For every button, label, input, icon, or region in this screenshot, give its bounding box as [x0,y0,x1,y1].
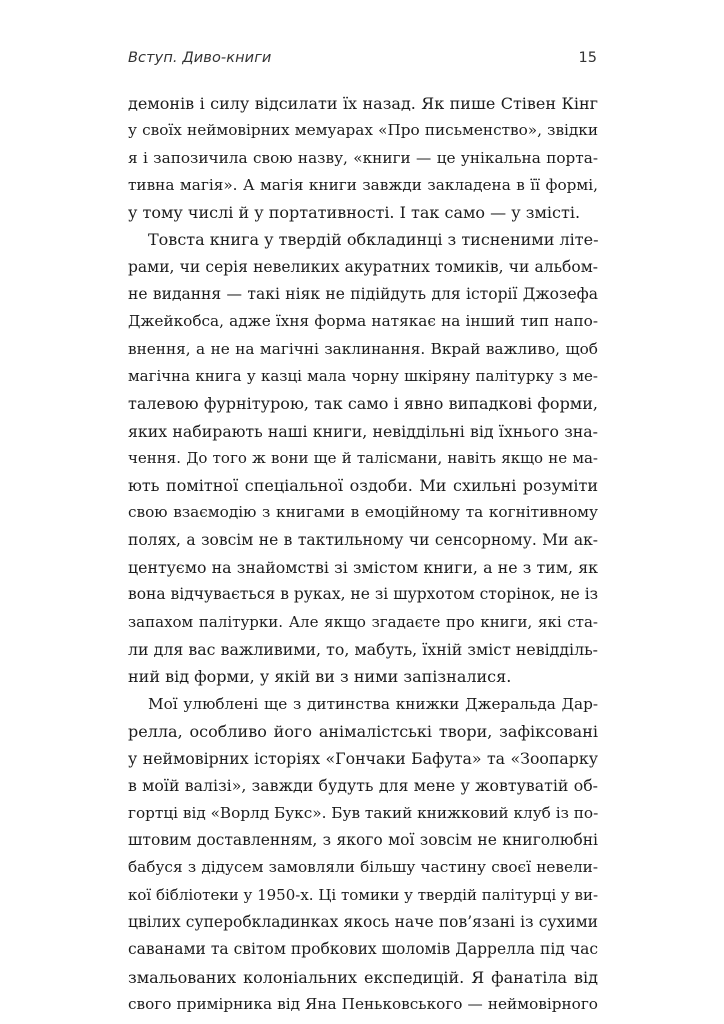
text-line: гортці від «Ворлд Букс». Був такий книжковий клуб із по- [128,803,599,822]
text-line: ли для вас важливими, то, мабуть, їхній зміст невідділь- [128,639,598,659]
text-line: свою взаємодію з книгами в емоційному та когнітивному [128,503,598,522]
text-line: цвілих суперобкладинках якось наче пов’язані із сухими [128,912,598,931]
text-line: свого примірника від Яна Пеньковського — неймовірного [128,994,598,1013]
text-line: ють помітної спеціальної оздоби. Ми схильні розуміти [128,476,598,496]
text-line: внення, а не на магічні заклинання. Вкрай важливо, щоб [128,339,598,358]
text-line: запахом палітурки. Але якщо згадаєте про книги, які ста- [128,612,598,631]
text-line: у своїх неймовірних мемуарах «Про письменство», звідки [128,121,598,140]
page-number: 15 [578,50,597,66]
text-line: релла, особливо його анімалістські твори, зафіксовані [128,721,598,741]
text-line: тивна магія». А магія книги завжди закладена в її формі, [128,175,598,194]
body-text [128,90,598,1018]
text-line: талевою фурнітурою, так само і явно випадкові форми, [128,394,598,414]
text-line: Товста книга у твердій обкладинці з тисненими літе- [148,230,599,250]
text-line: Джейкобса, адже їхня форма натякає на інший тип напо- [128,312,598,331]
text-line: центуємо на знайомстві зі змістом книги, а не з тим, як [128,558,598,578]
text-line: змальованих колоніальних експедицій. Я фанатіла від [128,967,598,987]
text-line: саванами та світом пробкових шоломів Даррелла під час [128,940,598,959]
text-line: рами, чи серія невеликих акуратних томиків, чи альбом- [128,257,598,276]
text-line: бабуся з дідусем замовляли більшу частину своєї невели- [128,858,598,877]
text-line: яких набирають наші книги, невіддільні від їхнього зна- [128,421,598,441]
text-line: вона відчувається в руках, не зі шурхотом сторінок, не із [128,585,599,604]
text-line: у неймовірних історіях «Гончаки Бафута» та «Зоопарку [128,749,598,769]
text-line: ний від форми, у якій ви з ними запізналися. [128,667,512,687]
text-line: полях, а зовсім не в тактильному чи сенсорному. Ми ак- [128,530,598,549]
text-line: я і запозичила свою назву, «книги — це унікальна порта- [128,148,598,167]
text-line: демонів і силу відсилати їх назад. Як пише Стівен Кінг [128,94,598,113]
text-line: чення. До того ж вони ще й талісмани, навіть якщо не ма- [128,448,598,467]
text-line: магічна книга у казці мала чорну шкіряну палітурку з ме- [128,366,598,385]
text-line: не видання — такі ніяк не підійдуть для історії Джозефа [128,285,598,304]
running-title: Вступ. Диво-книги [128,50,272,66]
text-line: в моїй валізі», завжди будуть для мене у жовтуватій об- [128,776,598,796]
text-line: у тому числі й у портативності. І так само — у змісті. [128,203,581,223]
text-line: Мої улюблені ще з дитинства книжки Джеральда Дар- [148,694,598,713]
text-line: штовим доставленням, з якого мої зовсім не книголюбні [128,831,598,850]
text-line: кої бібліотеки у 1950-х. Ці томики у твердій палітурці у ви- [128,885,599,904]
